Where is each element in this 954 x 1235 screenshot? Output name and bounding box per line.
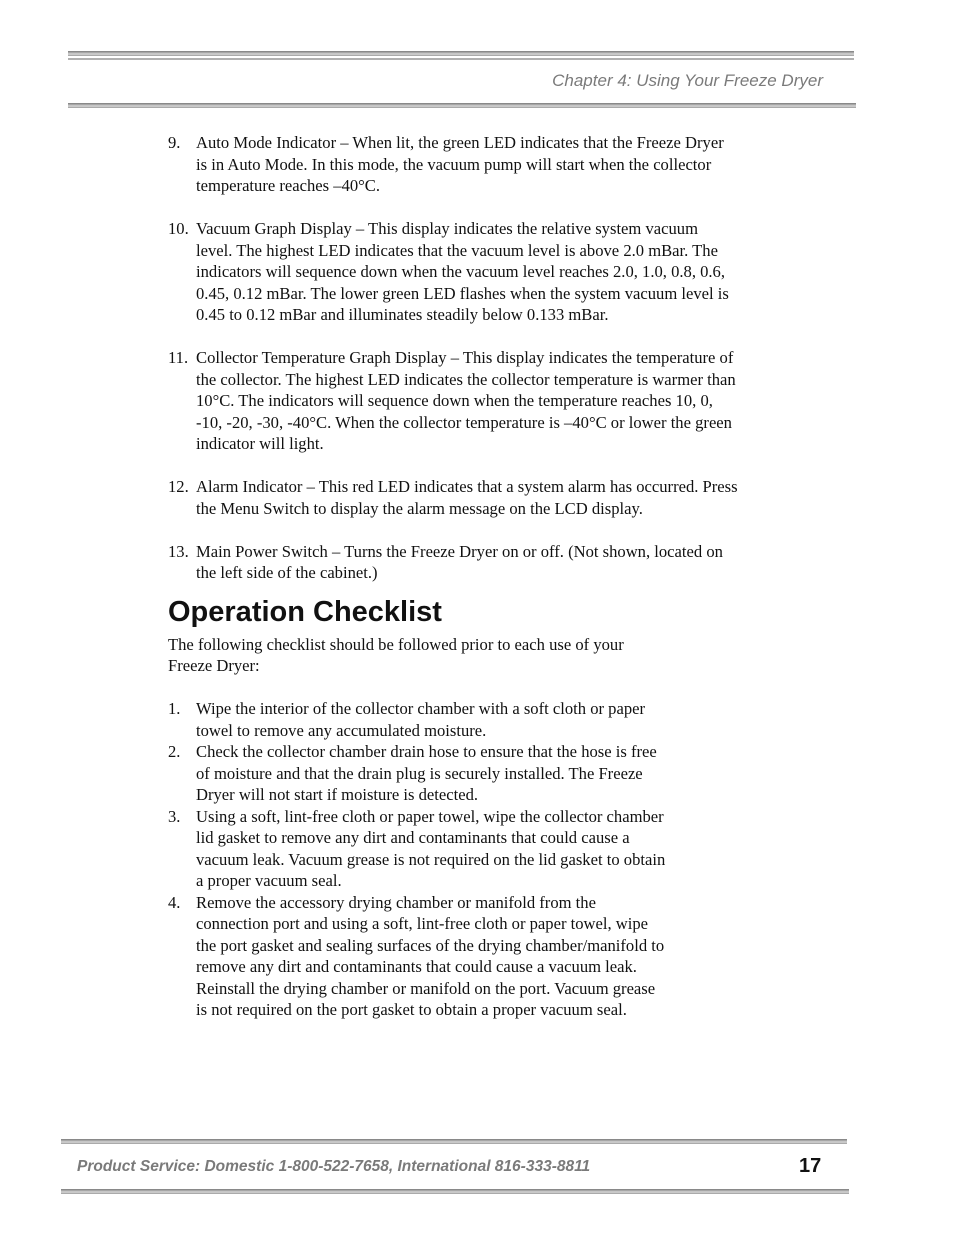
footer-top-rule bbox=[61, 1139, 847, 1144]
section-intro: The following checklist should be followed prior to each use of your Freeze Dryer: bbox=[168, 634, 624, 675]
item-number: 10. bbox=[168, 219, 189, 238]
footer-bottom-rule bbox=[61, 1189, 849, 1194]
checklist-text: Check the collector chamber drain hose to ensure that the hose is free of moisture and that the drain plug is securely installed. The Freeze Dryer will not start if moisture is detected. bbox=[196, 742, 657, 804]
chapter-heading: Chapter 4: Using Your Freeze Dryer bbox=[552, 71, 823, 90]
page-content bbox=[168, 132, 738, 1021]
item-text: Collector Temperature Graph Display – This display indicates the temperature of the collector. The highest LED indicates the collector temperature is warmer than 10°C. The indicators will sequence down when the temperature reaches 10, 0, -10, -20, -30, -40°C. When the collector temperature is –40°C or lower the green indicator will light. bbox=[196, 348, 736, 453]
item-text: Vacuum Graph Display – This display indicates the relative system vacuum level. The highest LED indicates that the vacuum level is above 2.0 mBar. The indicators will sequence down when the vacuum level reaches 2.0, 1.0, 0.8, 0.6, 0.45, 0.12 mBar. The lower green LED flashes when the system vacuum level is 0.45 to 0.12 mBar and illuminates steadily below 0.133 mBar. bbox=[196, 219, 729, 324]
header-bottom-rule bbox=[68, 103, 856, 108]
item-text: Auto Mode Indicator – When lit, the green LED indicates that the Freeze Dryer is in Auto Mode. In this mode, the vacuum pump will start when the collector temperature reaches –40°C. bbox=[196, 133, 724, 195]
checklist-number: 4. bbox=[168, 892, 181, 912]
header-top-rule bbox=[68, 51, 854, 56]
list-item bbox=[168, 476, 738, 519]
checklist-text: Using a soft, lint-free cloth or paper towel, wipe the collector chamber lid gasket to remove any dirt and contaminants that could cause a vacuum leak. Vacuum grease is not required on the lid gasket to obtain a proper vacuum seal. bbox=[196, 806, 666, 890]
checklist-item bbox=[168, 806, 738, 892]
header-mid-rule bbox=[68, 58, 854, 60]
list-item bbox=[168, 218, 738, 326]
checklist-item bbox=[168, 741, 738, 806]
checklist-text: Remove the accessory drying chamber or manifold from the connection port and using a soft, lint-free cloth or paper towel, wipe the port gasket and sealing surfaces of the drying chamber/manifold to remove any dirt and contaminants that could cause a vacuum leak. Reinstall the drying chamber or manifold on the port. Vacuum grease is not required on the port gasket to obtain a proper vacuum seal. bbox=[196, 892, 665, 1019]
checklist-number: 2. bbox=[168, 742, 181, 761]
item-number: 13. bbox=[168, 541, 189, 561]
list-item bbox=[168, 541, 738, 584]
checklist-number: 3. bbox=[168, 806, 181, 826]
service-contact: Product Service: Domestic 1-800-522-7658, International 816-333-8811 bbox=[77, 1158, 591, 1175]
item-number: 11. bbox=[168, 348, 189, 367]
checklist-number: 1. bbox=[168, 699, 181, 718]
item-number: 12. bbox=[168, 477, 189, 496]
checklist-item bbox=[168, 698, 738, 741]
checklist-text: Wipe the interior of the collector chamber with a soft cloth or paper towel to remove any accumulated moisture. bbox=[196, 699, 646, 740]
section-title: Operation Checklist bbox=[168, 595, 442, 628]
page-number: 17 bbox=[799, 1155, 822, 1177]
checklist-item bbox=[168, 892, 738, 1021]
item-text: Alarm Indicator – This red LED indicates that a system alarm has occurred. Press the Menu Switch to display the alarm message on the LCD display. bbox=[196, 477, 738, 518]
list-item bbox=[168, 132, 738, 197]
item-text: Main Power Switch – Turns the Freeze Dryer on or off. (Not shown, located on the left side of the cabinet.) bbox=[196, 541, 723, 582]
list-item bbox=[168, 347, 738, 455]
item-number: 9. bbox=[168, 133, 181, 152]
